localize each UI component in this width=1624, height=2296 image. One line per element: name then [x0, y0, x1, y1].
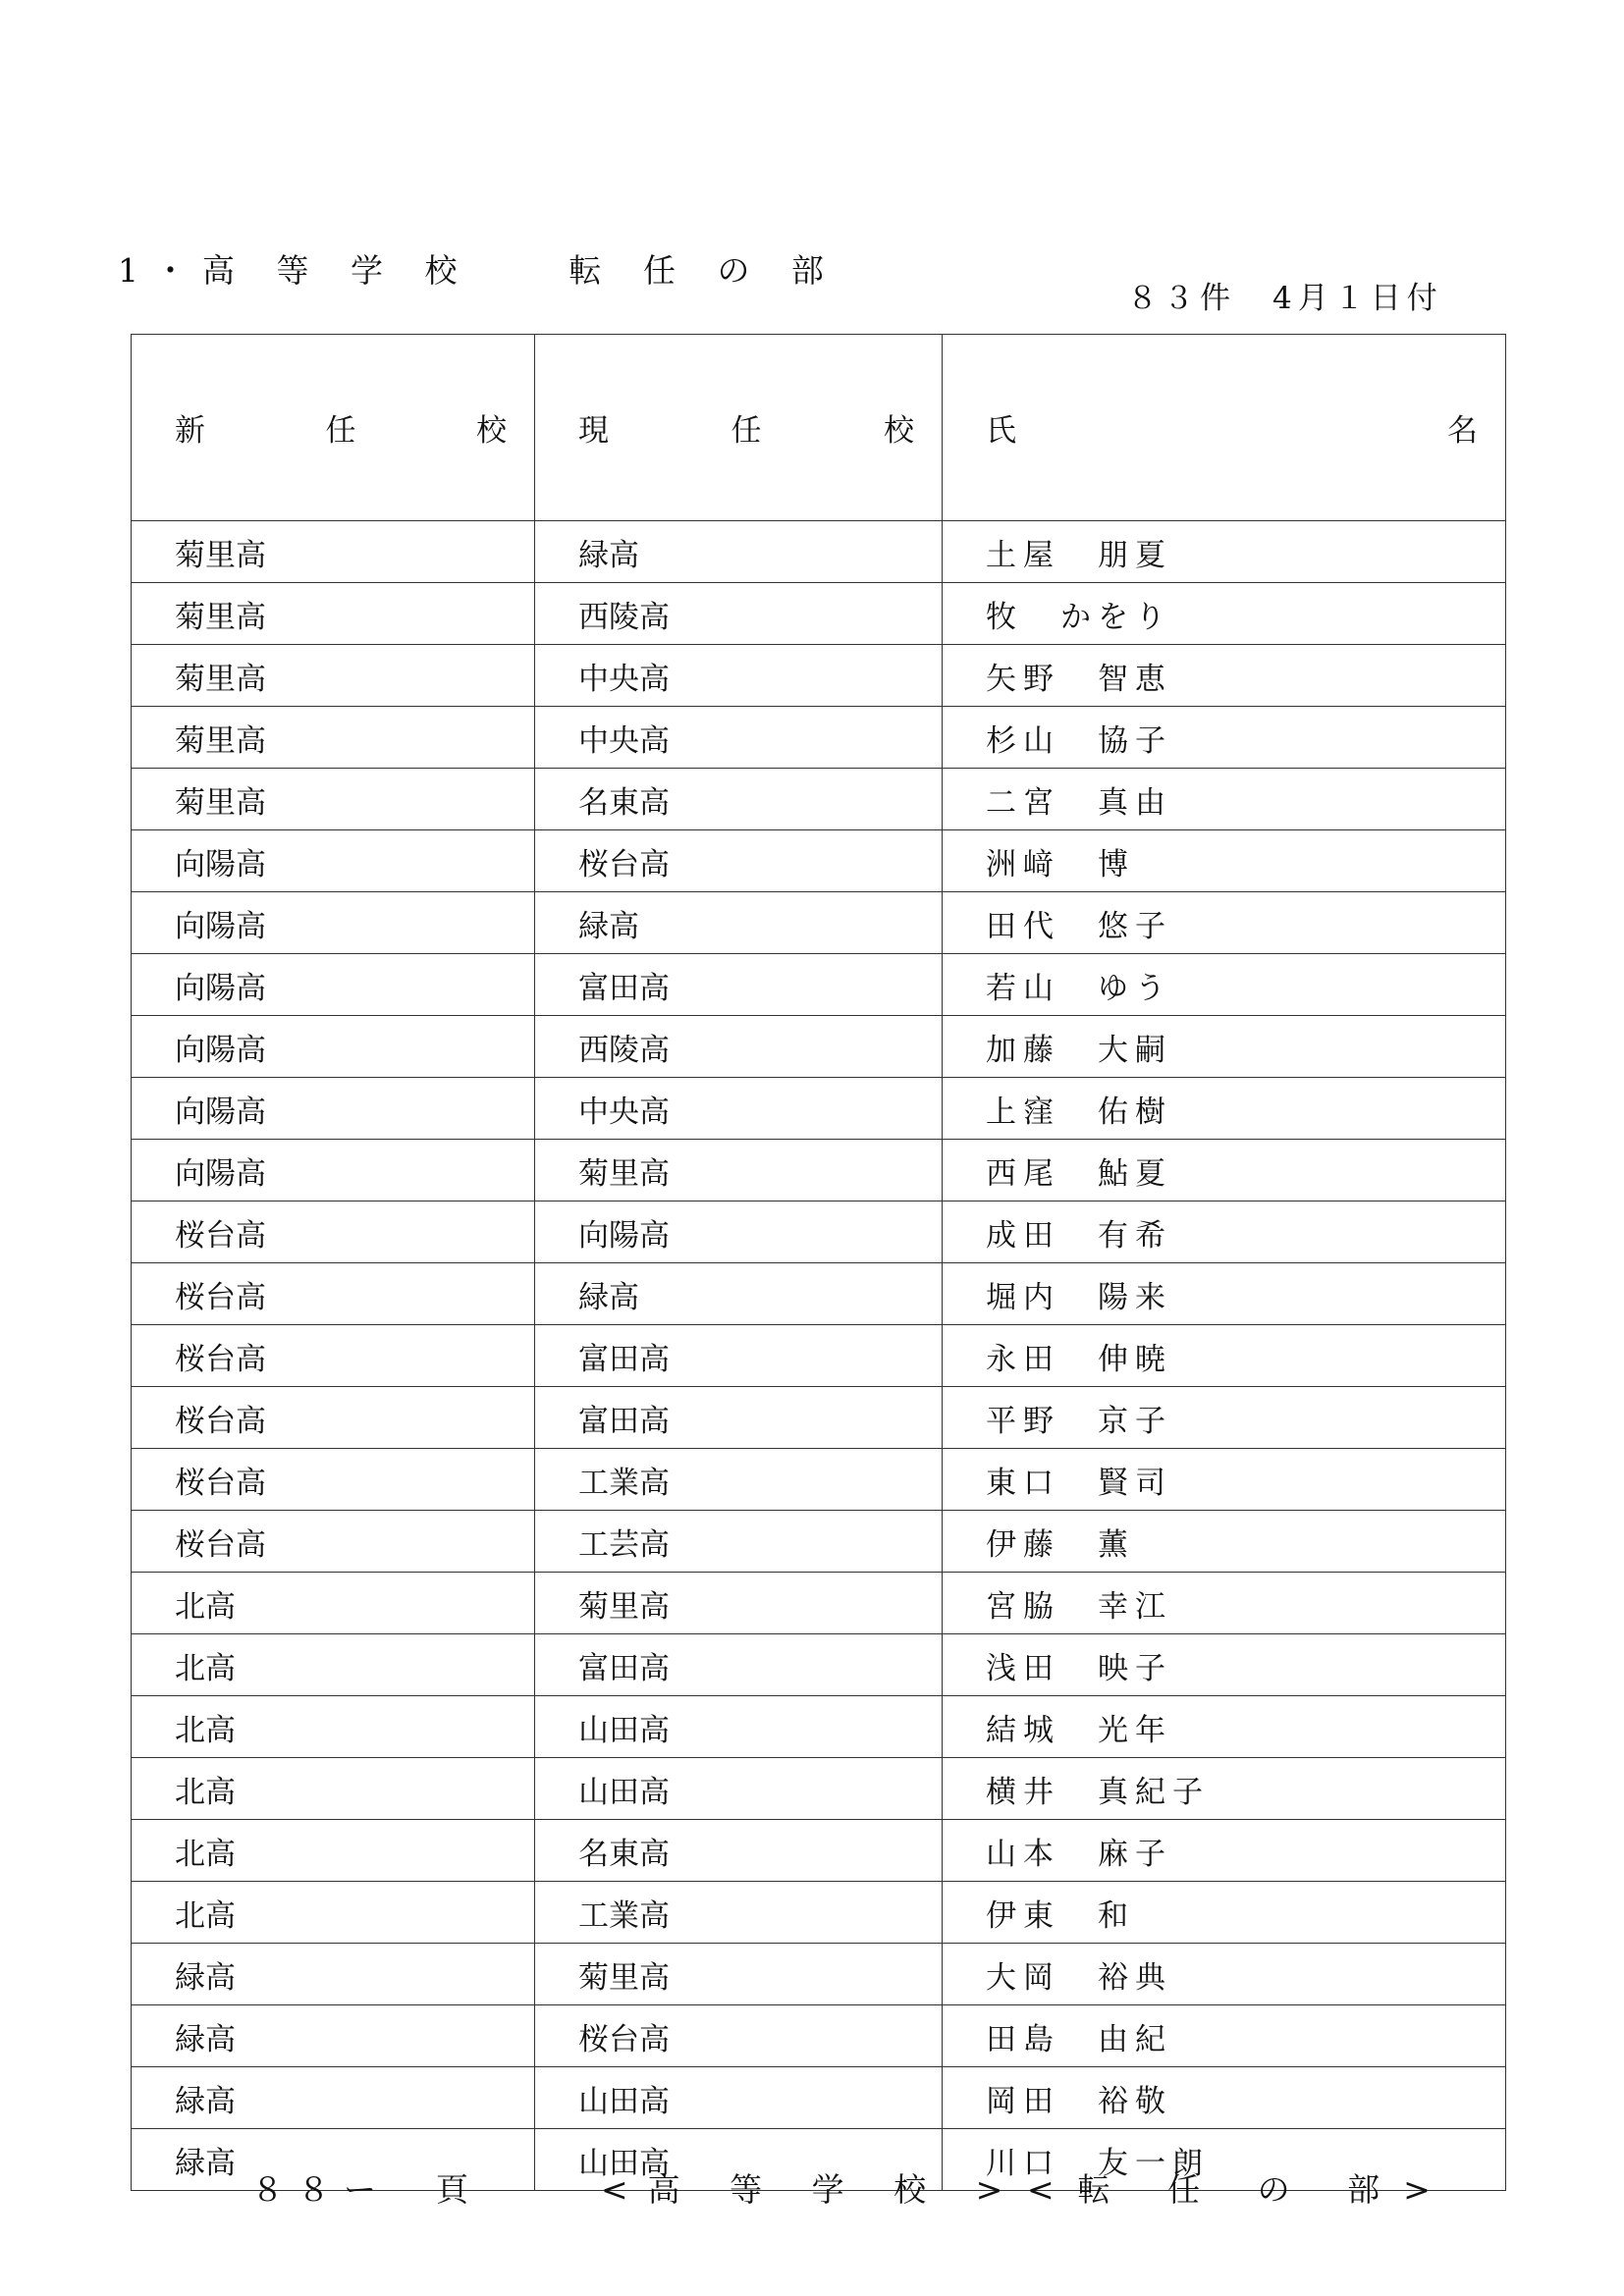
name-cell: 二宮 真由 — [943, 769, 1506, 830]
current-school-cell: 山田高 — [535, 2129, 943, 2191]
new-school-cell: 北高 — [132, 1573, 535, 1634]
new-school-cell: 桜台高 — [132, 1325, 535, 1387]
footer-category: <高 等 学 校 > — [601, 2170, 1023, 2209]
new-school-cell: 菊里高 — [132, 521, 535, 583]
current-school-cell: 工業高 — [535, 1882, 943, 1944]
current-school-cell: 菊里高 — [535, 1140, 943, 1201]
current-school-cell: 西陵高 — [535, 1016, 943, 1078]
table-row — [132, 1820, 1506, 1882]
table-row — [132, 892, 1506, 954]
new-school-cell: 北高 — [132, 1696, 535, 1758]
current-school-cell: 富田高 — [535, 1325, 943, 1387]
page-number: ８８ー 頁 — [251, 2170, 482, 2209]
new-school-cell: 緑高 — [132, 1944, 535, 2005]
table-row — [132, 1882, 1506, 1944]
name-cell: 田島 由紀 — [943, 2005, 1506, 2067]
table-row — [132, 521, 1506, 583]
current-school-cell: 工芸高 — [535, 1511, 943, 1573]
new-school-cell: 桜台高 — [132, 1449, 535, 1511]
new-school-cell: 桜台高 — [132, 1387, 535, 1449]
new-school-cell: 北高 — [132, 1882, 535, 1944]
current-school-cell: 名東高 — [535, 1820, 943, 1882]
name-cell: 堀内 陽来 — [943, 1263, 1506, 1325]
table-row — [132, 1511, 1506, 1573]
table-row — [132, 2067, 1506, 2129]
name-cell: 川口 友一朗 — [943, 2129, 1506, 2191]
table-row — [132, 2005, 1506, 2067]
current-school-cell: 工業高 — [535, 1449, 943, 1511]
table-row — [132, 707, 1506, 769]
record-count-and-date: ８３件 4月１日付 — [1127, 281, 1443, 316]
name-cell: 山本 麻子 — [943, 1820, 1506, 1882]
new-school-cell: 桜台高 — [132, 1511, 535, 1573]
current-school-cell: 中央高 — [535, 1078, 943, 1140]
new-school-cell: 菊里高 — [132, 769, 535, 830]
new-school-cell: 向陽高 — [132, 1078, 535, 1140]
table-row — [132, 1634, 1506, 1696]
name-cell: 平野 京子 — [943, 1387, 1506, 1449]
name-cell: 牧 かをり — [943, 583, 1506, 645]
name-cell: 田代 悠子 — [943, 892, 1506, 954]
current-school-cell: 山田高 — [535, 2067, 943, 2129]
name-cell: 杉山 協子 — [943, 707, 1506, 769]
current-school-cell: 菊里高 — [535, 1944, 943, 2005]
new-school-cell: 向陽高 — [132, 1016, 535, 1078]
header-char: 任 — [731, 413, 762, 449]
current-school-cell: 中央高 — [535, 645, 943, 707]
new-school-cell: 北高 — [132, 1820, 535, 1882]
new-school-cell: 向陽高 — [132, 954, 535, 1016]
header-char: 任 — [325, 413, 356, 449]
current-school-cell: 富田高 — [535, 954, 943, 1016]
name-cell: 成田 有希 — [943, 1201, 1506, 1263]
column-header-current-school — [535, 335, 943, 521]
name-cell: 大岡 裕典 — [943, 1944, 1506, 2005]
table-row — [132, 1263, 1506, 1325]
current-school-cell: 富田高 — [535, 1387, 943, 1449]
current-school-cell: 中央高 — [535, 707, 943, 769]
new-school-cell: 緑高 — [132, 2129, 535, 2191]
column-header-new-school — [132, 335, 535, 521]
table-row — [132, 954, 1506, 1016]
table-row — [132, 645, 1506, 707]
new-school-cell: 菊里高 — [132, 707, 535, 769]
table-row — [132, 583, 1506, 645]
current-school-cell: 緑高 — [535, 1263, 943, 1325]
new-school-cell: 向陽高 — [132, 1140, 535, 1201]
header-char: 名 — [1447, 413, 1478, 449]
new-school-cell: 北高 — [132, 1758, 535, 1820]
name-cell: 加藤 大嗣 — [943, 1016, 1506, 1078]
current-school-cell: 緑高 — [535, 521, 943, 583]
new-school-cell: 北高 — [132, 1634, 535, 1696]
name-cell: 結城 光年 — [943, 1696, 1506, 1758]
name-cell: 矢野 智恵 — [943, 645, 1506, 707]
new-school-cell: 菊里高 — [132, 583, 535, 645]
table-row — [132, 1944, 1506, 2005]
column-header-name — [943, 335, 1506, 521]
name-cell: 永田 伸暁 — [943, 1325, 1506, 1387]
name-cell: 洲﨑 博 — [943, 830, 1506, 892]
table-row — [132, 1325, 1506, 1387]
name-cell: 伊東 和 — [943, 1882, 1506, 1944]
current-school-cell: 山田高 — [535, 1758, 943, 1820]
current-school-cell: 山田高 — [535, 1696, 943, 1758]
table-row — [132, 1387, 1506, 1449]
new-school-cell: 向陽高 — [132, 892, 535, 954]
document-heading: 1・高 等 学 校 転 任 の 部 — [118, 251, 839, 290]
name-cell: 宮脇 幸江 — [943, 1573, 1506, 1634]
table-header-row — [132, 335, 1506, 521]
footer-section: <転 任 の 部> — [1027, 2170, 1454, 2209]
header-char: 新 — [175, 413, 205, 449]
name-cell: 浅田 映子 — [943, 1634, 1506, 1696]
current-school-cell: 向陽高 — [535, 1201, 943, 1263]
name-cell: 東口 賢司 — [943, 1449, 1506, 1511]
current-school-cell: 桜台高 — [535, 830, 943, 892]
new-school-cell: 桜台高 — [132, 1201, 535, 1263]
header-char: 校 — [884, 413, 914, 449]
table-row — [132, 769, 1506, 830]
table-row — [132, 1573, 1506, 1634]
table-row — [132, 1201, 1506, 1263]
current-school-cell: 西陵高 — [535, 583, 943, 645]
name-cell: 岡田 裕敬 — [943, 2067, 1506, 2129]
new-school-cell: 菊里高 — [132, 645, 535, 707]
header-char: 校 — [476, 413, 507, 449]
name-cell: 伊藤 薫 — [943, 1511, 1506, 1573]
table-row — [132, 1696, 1506, 1758]
current-school-cell: 名東高 — [535, 769, 943, 830]
current-school-cell: 菊里高 — [535, 1573, 943, 1634]
name-cell: 若山 ゆう — [943, 954, 1506, 1016]
name-cell: 土屋 朋夏 — [943, 521, 1506, 583]
table-row — [132, 1758, 1506, 1820]
new-school-cell: 向陽高 — [132, 830, 535, 892]
new-school-cell: 桜台高 — [132, 1263, 535, 1325]
name-cell: 上窪 佑樹 — [943, 1078, 1506, 1140]
table-row — [132, 1078, 1506, 1140]
current-school-cell: 桜台高 — [535, 2005, 943, 2067]
header-char: 現 — [578, 413, 609, 449]
name-cell: 西尾 鮎夏 — [943, 1140, 1506, 1201]
table-row — [132, 1140, 1506, 1201]
table-row — [132, 1016, 1506, 1078]
new-school-cell: 緑高 — [132, 2067, 535, 2129]
table-row — [132, 1449, 1506, 1511]
current-school-cell: 富田高 — [535, 1634, 943, 1696]
header-char: 氏 — [986, 413, 1016, 449]
new-school-cell: 緑高 — [132, 2005, 535, 2067]
current-school-cell: 緑高 — [535, 892, 943, 954]
transfer-table — [131, 334, 1506, 2191]
name-cell: 横井 真紀子 — [943, 1758, 1506, 1820]
table-row — [132, 830, 1506, 892]
